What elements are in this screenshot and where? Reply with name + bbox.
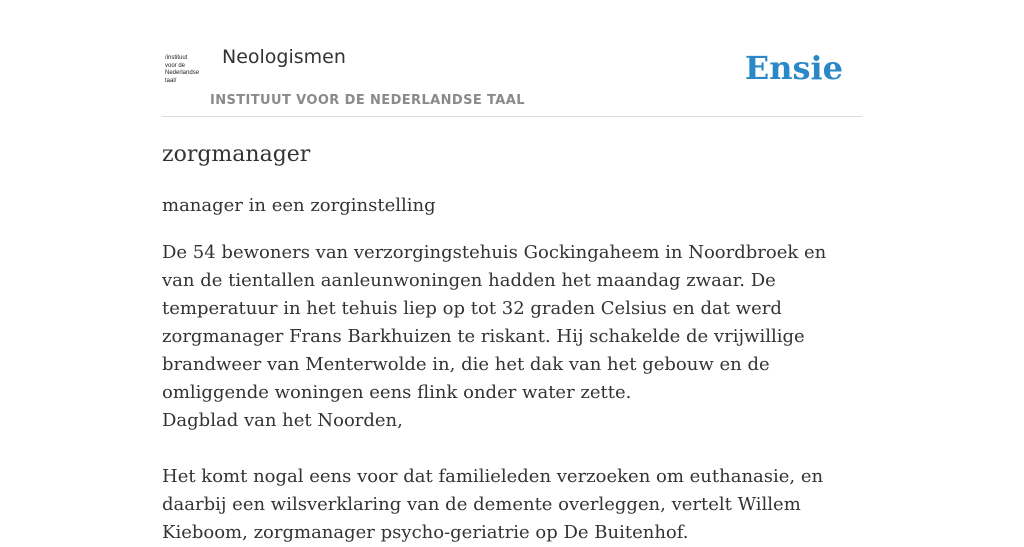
example-source: Dagblad van het Noorden, [162, 410, 403, 431]
ensie-logo-link[interactable]: Ensie [744, 49, 843, 87]
example-spacer [162, 435, 864, 463]
site-title-link[interactable]: Neologismen [222, 46, 346, 68]
example-quote [162, 239, 864, 547]
example-text: De 54 bewoners van verzorgingstehuis Gockingaheem in Noordbroek en van de tientallen aanleunwoningen hadden het maandag zwaar. De temperatuur in het tehuis liep op tot 32 graden Celsius en dat werd zorgmanager Frans Barkhuizen te riskant. Hij schakelde de vrijwillige brandweer van Menterwolde in, die het dak van het gebouw en de omliggende woningen eens flink onder water zette. [162, 242, 827, 403]
example-text: Het komt nogal eens voor dat familieleden verzoeken om euthanasie, en daarbij een wilsverklaring van de demente overleggen, vertelt Willem Kieboom, zorgmanager psycho-geriatrie op De Buitenhof. [162, 466, 824, 543]
site-header [162, 0, 862, 117]
institute-logo[interactable]: /instituut voor de Nederlandse taal/ [165, 55, 200, 84]
entry-content [162, 116, 864, 547]
site-subtitle: INSTITUUT VOOR DE NEDERLANDSE TAAL [210, 93, 525, 108]
entry-term: zorgmanager [162, 142, 311, 167]
entry-definition: manager in een zorginstelling [162, 195, 436, 216]
